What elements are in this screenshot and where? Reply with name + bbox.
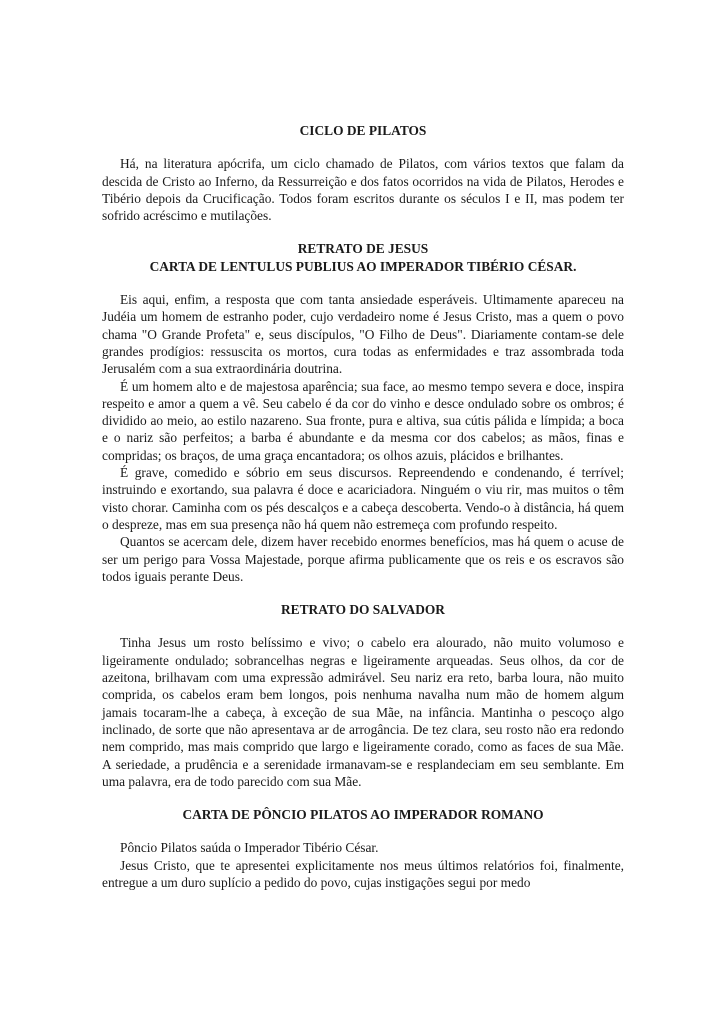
section-heading: CARTA DE PÔNCIO PILATOS AO IMPERADOR ROMANO [182, 807, 544, 823]
section-heading: RETRATO DE JESUS [297, 241, 429, 257]
section-ciclo-de-pilatos [102, 122, 624, 224]
paragraph: Pôncio Pilatos saúda o Imperador Tibério César. [120, 840, 379, 856]
section-retrato-de-jesus [102, 240, 624, 585]
section-subheading: CARTA DE LENTULUS PUBLIUS AO IMPERADOR TIBÉRIO CÉSAR. [149, 258, 577, 274]
paragraph: Há, na literatura apócrifa, um ciclo chamado de Pilatos, com vários textos que falam da descida de Cristo ao Inferno, da Ressurreição e dos fatos ocorridos na vida de Pilatos, Herodes e Tibério depois da Crucificação. Todos foram escritos durante os séculos I e II, mas podem ter sofrido acréscimo e mutilações. [102, 156, 624, 224]
paragraph: Tinha Jesus um rosto belíssimo e vivo; o cabelo era alourado, não muito volumoso e ligeiramente ondulado; sobrancelhas negras e ligeiramente arqueadas. Seus olhos, da cor de azeitona, brilhavam com uma expressão admirável. Seu nariz era reto, barba loura, não muito comprida, os cabelos eram bem longos, pois nenhuma navalha num mão de homem algum jamais tocaram-lhe a cabeça, à exceção de sua Mãe, na infância. Mantinha o pescoço algo inclinado, de sorte que não apresentava ar de arrogância. De tez clara, seu rosto não era redondo nem comprido, mas mais comprido que largo e ligeiramente corado, como as faces de sua Mãe. A seriedade, a prudência e a serenidade irmanavam-se e resplandeciam em seu semblante. Em uma palavra, era de todo parecido com sua Mãe. [102, 635, 624, 789]
paragraph: Quantos se acercam dele, dizem haver recebido enormes benefícios, mas há quem o acuse de ser um perigo para Vossa Majestade, porque afirma publicamente que os reis e os escravos são todos iguais perante Deus. [102, 534, 624, 584]
section-heading: CICLO DE PILATOS [299, 123, 427, 138]
section-heading-group [102, 240, 624, 275]
paragraph: É grave, comedido e sóbrio em seus discursos. Repreendendo e condenando, é terrível; instruindo e exortando, sua palavra é doce e acariciadora. Ninguém o viu rir, mas muitos o têm visto chorar. Caminha com os pés descalços e a cabeça descoberta. Vendo-o à distância, há quem o despreze, mas em sua presença não há quem não estremeça com profundo respeito. [102, 465, 624, 532]
paragraph: É um homem alto e de majestosa aparência; sua face, ao mesmo tempo severa e doce, inspira respeito e amor a quem a vê. Seu cabelo é da cor do vinho e desce ondulado sobre os ombros; é dividido ao meio, ao estilo nazareno. Sua fronte, pura e altiva, sua cútis pálida e límpida; a boca e o nariz são perfeitos; a barba é abundante e da mesma cor dos cabelos; as mãos, finas e compridas; os braços, de uma graça encantadora; os olhos azuis, plácidos e brilhantes. [102, 378, 624, 463]
paragraph: Eis aqui, enfim, a resposta que com tanta ansiedade esperáveis. Ultimamente apareceu na Judéia um homem de estranho poder, cujo verdadeiro nome é Jesus Cristo, mas a quem o povo chama "O Grande Profeta" e, seus discípulos, "O Filho de Deus". Diariamente contam-se dele grandes prodígios: ressuscita os mortos, cura todas as enfermidades e traz assombrada toda Jerusalém com a sua extraordinária doutrina. [102, 292, 624, 377]
paragraph: Jesus Cristo, que te apresentei explicitamente nos meus últimos relatórios foi, finalmente, entregue a um duro suplício a pedido do povo, cujas instigações segui por medo [102, 857, 624, 890]
section-retrato-do-salvador [102, 601, 624, 790]
section-carta-de-poncio-pilatos [102, 806, 624, 891]
document-page [102, 122, 624, 891]
section-heading: RETRATO DO SALVADOR [281, 602, 445, 618]
